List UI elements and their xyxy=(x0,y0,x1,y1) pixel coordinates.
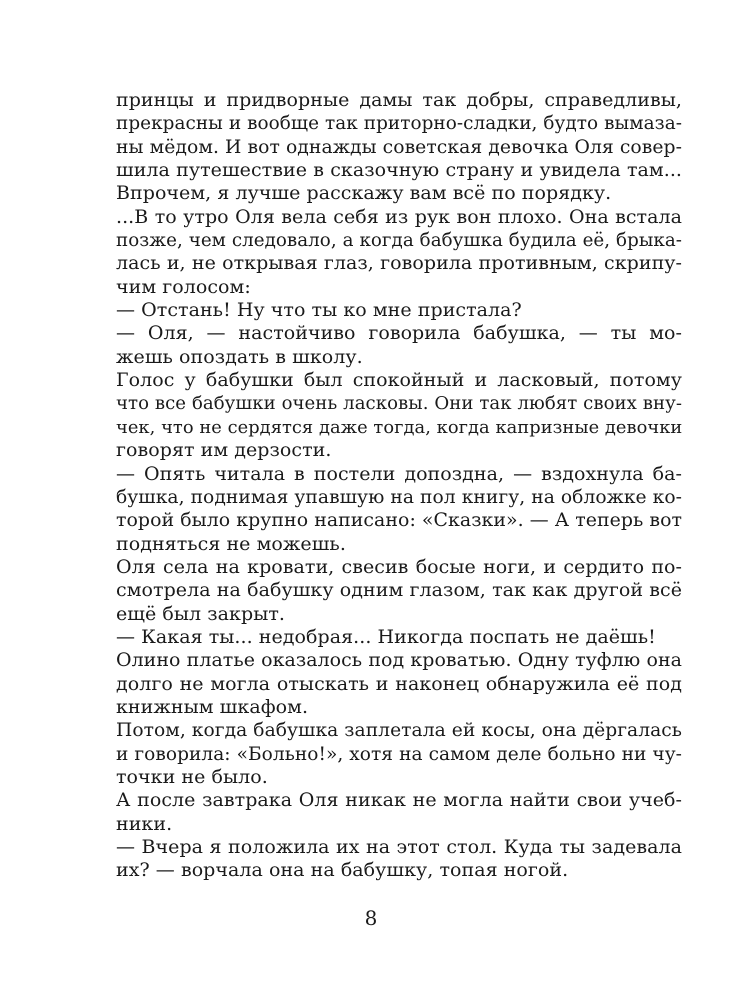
text-line: — Опять читала в постели допоздна, — вздохнула ба- xyxy=(116,462,682,485)
text-line: Оля села на кровати, свесив босые ноги, и сердито по- xyxy=(116,555,682,578)
text-line: ещё был закрыт. xyxy=(116,602,286,625)
text-line: — Отстань! Ну что ты ко мне пристала? xyxy=(116,299,522,322)
page-number: 8 xyxy=(364,906,378,930)
text-line: Впрочем, я лучше расскажу вам всё по порядку. xyxy=(116,182,612,205)
text-line: шила путешествие в сказочную страну и увидела там... xyxy=(116,159,682,182)
text-line: — Оля, — настойчиво говорила бабушка, — ты мо- xyxy=(116,322,682,345)
text-line: принцы и придворные дамы так добры, справедливы, xyxy=(116,89,682,111)
text-line: — Вчера я положила их на этот стол. Куда ты задевала xyxy=(116,836,682,858)
text-line: жешь опоздать в школу. xyxy=(116,345,363,368)
text-line: смотрела на бабушку одним глазом, так как другой всё xyxy=(116,579,682,602)
text-line: и говорила: «Больно!», хотя на самом деле больно ни чу- xyxy=(116,743,682,765)
text-line: торой было крупно написано: «Сказки». — А теперь вот xyxy=(116,509,682,532)
text-line: точки не было. xyxy=(116,765,268,788)
text-line: ...В то утро Оля вела себя из рук вон плохо. Она встала xyxy=(116,205,682,228)
text-line: что все бабушки очень ласковы. Они так любят своих вну- xyxy=(116,393,682,415)
page-body xyxy=(116,89,682,883)
text-line: Потом, когда бабушка заплетала ей косы, она дёргалась xyxy=(116,720,682,742)
text-line: чек, что не сердятся даже тогда, когда капризные девочки xyxy=(116,416,683,438)
text-line: ники. xyxy=(116,812,173,835)
text-line: А после завтрака Оля никак не могла найти свои учеб- xyxy=(116,789,682,812)
text-line: прекрасны и вообще так приторно-сладки, будто вымаза- xyxy=(116,113,682,135)
text-line: книжным шкафом. xyxy=(116,695,309,718)
text-line: долго не могла отыскать и наконец обнаружила её под xyxy=(116,672,682,695)
text-line: Голос у бабушки был спокойный и ласковый, потому xyxy=(116,369,682,392)
text-line: их? — ворчала она на бабушку, топая ногой. xyxy=(116,859,569,882)
text-line: подняться не можешь. xyxy=(116,532,346,555)
text-line: лась и, не открывая глаз, говорила противным, скрипу- xyxy=(116,252,682,275)
text-line: Олино платье оказалось под кроватью. Одну туфлю она xyxy=(116,649,682,672)
text-line: — Какая ты... недобрая... Никогда поспать не даёшь! xyxy=(116,625,656,648)
text-line: говорят им дерзости. xyxy=(116,439,332,462)
text-line: позже, чем следовало, а когда бабушка будила её, брыка- xyxy=(116,230,682,252)
text-line: ны мёдом. И вот однажды советская девочка Оля совер- xyxy=(116,136,682,158)
text-line: чим голосом: xyxy=(116,275,251,298)
text-line: бушка, поднимая упавшую на пол книгу, на обложке ко- xyxy=(116,486,682,508)
